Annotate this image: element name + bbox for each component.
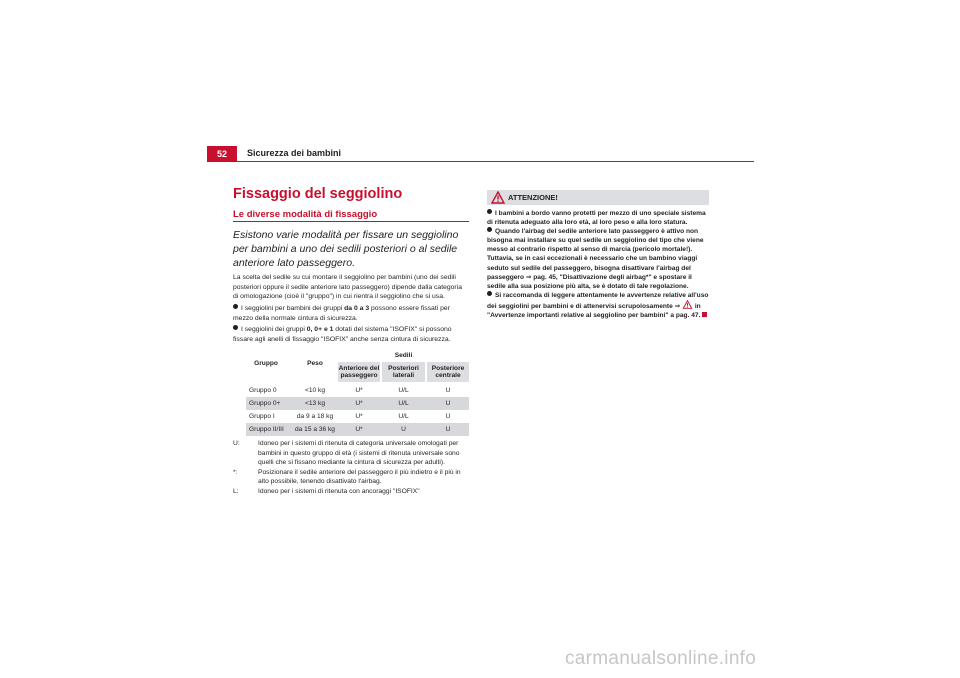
warning-triangle-small-icon xyxy=(682,300,693,309)
warning-header xyxy=(487,190,709,205)
watermark: carmanualsonline.info xyxy=(565,648,757,669)
note-key: L: xyxy=(233,487,239,495)
warning-bullet-1-text: I bambini a bordo vanno protetti per mezzo di uno speciale sistema di ritenuta adeguato alla loro età, al loro peso e alla loro statura. xyxy=(487,210,706,227)
cell-peso: da 15 a 36 kg xyxy=(295,426,335,433)
header-title: Sicurezza dei bambini xyxy=(247,148,342,158)
cell-gruppo: Gruppo 0 xyxy=(249,387,277,394)
cell-anteriore: U* xyxy=(355,426,363,433)
warning-body xyxy=(487,209,709,320)
note-text: Posizionare il sedile anteriore del passeggero il più indietro e il più in alto possibile, tenendo disattivato l'airbag. xyxy=(258,468,461,485)
paragraph-1: La scelta del sedile su cui montare il seggiolino per bambini (uno dei sedili posteriori oppure il sedile anteriore lato passeggero) dipende dalla categoria di omologazione (cioè il "gruppo") in cui rientra il seggiolino che si usa. xyxy=(233,274,462,300)
warning-bullet-3 xyxy=(487,291,709,320)
cell-centrale: U xyxy=(445,387,451,394)
note-u xyxy=(233,439,469,468)
page-number: 52 xyxy=(207,146,237,162)
bullet-icon xyxy=(487,209,492,214)
end-square-icon xyxy=(702,312,707,317)
cell-anteriore: U* xyxy=(355,387,363,394)
table-row xyxy=(246,410,469,423)
bullet-1-text-end: possono essere fissati per mezzo della normale cintura di sicurezza. xyxy=(233,305,450,322)
cell-posteriori: U/L xyxy=(398,400,409,407)
warning-bullet-2 xyxy=(487,227,709,291)
note-l xyxy=(233,487,469,497)
table-notes xyxy=(233,439,469,496)
note-key: *: xyxy=(233,468,238,476)
cell-centrale: U xyxy=(445,400,451,407)
note-star xyxy=(233,468,469,487)
table-header xyxy=(246,350,469,384)
main-title: Fissaggio del seggiolino xyxy=(233,186,403,202)
bullet-icon xyxy=(487,291,492,296)
cell-posteriori: U xyxy=(401,426,406,433)
section-title: Le diverse modalità di fissaggio xyxy=(233,209,378,220)
bullet-1-bold: da 0 a 3 xyxy=(344,305,370,312)
bullet-1-text: I seggiolini per bambini dei gruppi xyxy=(241,305,345,312)
cell-peso: <10 kg xyxy=(305,387,325,394)
bullet-2-text-end: dotati del sistema "ISOFIX" si possono fissare agli anelli di fissaggio "ISOFIX" anche senza cintura di sicurezza. xyxy=(233,326,452,343)
table-row xyxy=(246,384,469,397)
cell-posteriori: U/L xyxy=(398,413,409,420)
table-row xyxy=(246,423,469,436)
cell-anteriore: U* xyxy=(355,400,363,407)
cell-peso: <13 kg xyxy=(305,400,325,407)
cell-gruppo: Gruppo II/III xyxy=(249,426,284,433)
bullet-2 xyxy=(233,325,469,344)
warning-bullet-2-text: Quando l'airbag del sedile anteriore lato passeggero è attivo non bisogna mai installare su quel sedile un seggiolino del tipo che viene messo al contrario rispetto al senso di marcia (pericolo mortale!). Tuttavia, se in casi eccezionali è necessario che un bambino viaggi seduto sul sedile del passeggero, bisogna disattivare l'airbag del passeggero ⇒ pag. 45, "Disattivazione degli airbag*" e spostare il sedile alla sua posizione più alta, se è dotato di tale regolazione. xyxy=(487,228,704,290)
page-header xyxy=(207,146,754,162)
warning-box xyxy=(487,190,709,320)
warning-bullet-3-text-end: in "Avvertenze importanti relative al seggiolino per bambini" a pag. 47. xyxy=(487,302,701,320)
bullet-icon xyxy=(233,325,238,330)
cell-gruppo: Gruppo 0+ xyxy=(249,400,281,407)
warning-bullet-3-text: Si raccomanda di leggere attentamente le avvertenze relative all'uso dei seggiolini per bambini e di attenervisi scrupolosamente ⇒ xyxy=(487,291,709,310)
cell-posteriori: U/L xyxy=(398,387,409,394)
seat-table xyxy=(246,350,469,436)
bullet-icon xyxy=(487,227,492,232)
warning-title: ATTENZIONE! xyxy=(508,193,558,202)
header-anteriore: Anteriore del passeggero xyxy=(338,362,380,382)
cell-gruppo: Gruppo I xyxy=(249,413,275,420)
header-centrale: Posteriore centrale xyxy=(427,362,469,382)
header-gruppo: Gruppo xyxy=(254,360,278,367)
header-rule xyxy=(207,161,754,162)
bullet-icon xyxy=(233,304,238,309)
header-sedili: Sedili xyxy=(394,352,413,359)
section-rule xyxy=(233,221,469,222)
note-text: Idoneo per i sistemi di ritenuta con ancoraggi "ISOFIX" xyxy=(258,487,420,495)
cell-peso: da 9 a 18 kg xyxy=(296,413,334,420)
bullet-2-text: I seggiolini dei gruppi xyxy=(241,326,307,333)
warning-bullet-1 xyxy=(487,209,709,227)
intro-text: Esistono varie modalità per fissare un seggiolino per bambini a uno dei sedili posteriori o al sedile anteriore lato passeggero. xyxy=(233,229,459,269)
cell-centrale: U xyxy=(445,413,451,420)
cell-centrale: U xyxy=(445,426,451,433)
bullet-1 xyxy=(233,304,469,323)
header-peso: Peso xyxy=(307,360,323,367)
warning-triangle-icon xyxy=(491,191,505,204)
header-posteriori: Posteriori laterali xyxy=(382,362,425,382)
table-row xyxy=(246,397,469,410)
cell-anteriore: U* xyxy=(355,413,363,420)
note-text: Idoneo per i sistemi di ritenuta di categoria universale omologati per bambini in questo gruppo di età (i sistemi di ritenuta universale sono quelli che si fissano mediante la cintura di sicurezza per adulti). xyxy=(258,440,460,466)
note-key: U: xyxy=(233,440,240,447)
bullet-2-bold: 0, 0+ e 1 xyxy=(306,326,334,333)
